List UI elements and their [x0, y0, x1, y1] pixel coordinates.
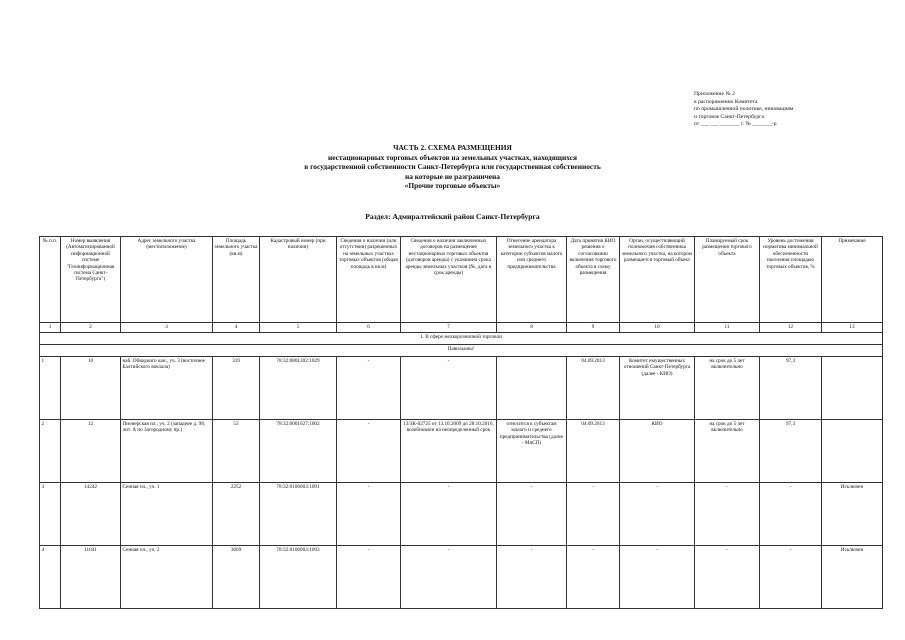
table-cell: КИО: [620, 420, 695, 483]
table-cell: Пионерская пл., уч. 2 (западнее д. 98, лит. А по Загородному пр.): [121, 420, 213, 483]
table-cell: 97,3: [760, 420, 822, 483]
column-header: Сведения о наличии заключенных договоров на размещение нестационарных торговых объектов (договоров аренды) с указанием срока аренды земельных участков (№, дата и срок аренды): [401, 237, 497, 323]
table-cell: Сенная пл., уч. 1: [121, 483, 213, 546]
heading-part: ЧАСТЬ 2. СХЕМА РАЗМЕЩЕНИЯ: [393, 143, 512, 152]
object-type-row: [40, 345, 883, 357]
appendix-line: и торговле Санкт-Петербурга: [694, 113, 764, 120]
table-cell: 11041: [61, 546, 121, 609]
object-type-heading: Павильоны¹: [40, 345, 883, 357]
table-cell: на срок до 5 лет включительно: [695, 420, 760, 483]
column-header: Адрес земельного участка (местоположение): [121, 237, 213, 323]
document-heading: [0, 143, 905, 191]
table-cell: -: [337, 483, 401, 546]
column-header: Сведения о наличии (или отсутствии) разрешенных на земельных участках торговых объектов (общая площадь в кв.м): [337, 237, 401, 323]
table-cell: Комитет имущественных отношений Санкт-Петербурга (далее - КИО): [620, 357, 695, 420]
column-header: Дата принятия КИО решения о согласовании включения торгового объекта в схему размещения: [567, 237, 620, 323]
table-cell: -: [760, 483, 822, 546]
column-number: 8: [497, 323, 567, 333]
table-cell: 319: [213, 357, 260, 420]
table-cell: 04.09.2013: [567, 357, 620, 420]
table-cell: -: [401, 357, 497, 420]
table-row: [40, 546, 883, 609]
column-number: 12: [760, 323, 822, 333]
table-cell: [822, 420, 883, 483]
table-cell: [822, 357, 883, 420]
column-number: 3: [121, 323, 213, 333]
table-cell: 13/ЗК-02725 от 13.10.2009 до 28.10.2016, возобновлен на неопределенный срок: [401, 420, 497, 483]
table-cell: 2: [40, 420, 61, 483]
table-cell: Исключен: [822, 483, 883, 546]
appendix-line: Приложение № 2: [694, 91, 735, 97]
table-cell: -: [567, 483, 620, 546]
table-cell: -: [337, 420, 401, 483]
table-cell: -: [337, 546, 401, 609]
table-cell: 53: [213, 420, 260, 483]
table-cell: -: [620, 483, 695, 546]
category-heading: 1. В сфере мелкорозничной торговли: [40, 333, 883, 345]
table-cell: 78:32:0106003:1093: [260, 546, 337, 609]
appendix-block: [694, 91, 884, 129]
table-cell: -: [401, 546, 497, 609]
table-cell: 97,3: [760, 357, 822, 420]
table-cell: -: [337, 357, 401, 420]
column-header: Кадастровый номер (при наличии): [260, 237, 337, 323]
table-cell: 78:32:0001627:1002: [260, 420, 337, 483]
table-cell: 04.09.2013: [567, 420, 620, 483]
header-row: [40, 237, 883, 323]
table-cell: -: [620, 546, 695, 609]
table-cell: 3669: [213, 546, 260, 609]
table-cell: 10: [61, 357, 121, 420]
appendix-line: по промышленной политике, инновациям: [694, 106, 794, 113]
column-number-row: [40, 323, 883, 333]
table-cell: на срок до 5 лет включительно: [695, 357, 760, 420]
category-heading-row: [40, 333, 883, 345]
table-cell: 1: [40, 357, 61, 420]
table-cell: 2252: [213, 483, 260, 546]
column-header: Орган, осуществляющий полномочия собственника земельного участка, на котором размещается торговый объект: [620, 237, 695, 323]
column-header: Отнесение арендатора земельного участка к категории субъектов малого или среднего предпринимательства: [497, 237, 567, 323]
heading-line: «Прочие торговые объекты»: [404, 181, 501, 191]
column-number: 5: [260, 323, 337, 333]
table-cell: Исключен: [822, 546, 883, 609]
column-number: 13: [822, 323, 883, 333]
table-row: [40, 420, 883, 483]
table-cell: Сенная пл., уч. 2: [121, 546, 213, 609]
column-header: Планируемый срок размещения торгового объекта: [695, 237, 760, 323]
table-cell: -: [497, 546, 567, 609]
column-number: 2: [61, 323, 121, 333]
table-cell: наб. Обводного кан., уч. 3 (восточнее Балтийского вокзала): [121, 357, 213, 420]
section-title: Раздел: Адмиралтейский район Санкт-Петербурга: [365, 212, 540, 221]
column-header: № п.п.: [40, 237, 61, 323]
column-number: 9: [567, 323, 620, 333]
column-header: Номер выявления (Автоматизированной информационной системе "Геоинформационная система Санкт-Петербурга"): [61, 237, 121, 323]
table-cell: [497, 357, 567, 420]
table-cell: -: [695, 483, 760, 546]
heading-line: в государственной собственности Санкт-Петербурга или государственная собственность: [304, 162, 601, 172]
table-cell: -: [695, 546, 760, 609]
table-cell: -: [760, 546, 822, 609]
column-number: 11: [695, 323, 760, 333]
table-cell: относится к субъектам малого и среднего предпринимательства (далее - МиСП): [497, 420, 567, 483]
column-number: 6: [337, 323, 401, 333]
table-cell: -: [567, 546, 620, 609]
placement-table: [39, 236, 883, 609]
column-header: Уровень достижения норматива минимальной обеспеченности населения площадью торговых объектов, %: [760, 237, 822, 323]
table-cell: 3: [40, 483, 61, 546]
column-header: Примечание: [822, 237, 883, 323]
table-cell: 4: [40, 546, 61, 609]
heading-line: на которые не разграничена: [404, 171, 501, 181]
table-cell: -: [401, 483, 497, 546]
table-cell: 14242: [61, 483, 121, 546]
column-number: 10: [620, 323, 695, 333]
column-header: Площадь земельного участка (кв.м): [213, 237, 260, 323]
table-cell: 78:32:0801202:1029: [260, 357, 337, 420]
appendix-line: к распоряжению Комитета: [694, 98, 758, 105]
table-row: [40, 357, 883, 420]
column-number: 7: [401, 323, 497, 333]
table-cell: 78:32:0106003:1091: [260, 483, 337, 546]
table-cell: -: [497, 483, 567, 546]
table-cell: 12: [61, 420, 121, 483]
heading-line: нестационарных торговых объектов на земельных участках, находящихся: [328, 152, 577, 162]
column-number: 1: [40, 323, 61, 333]
appendix-line: от ___ ___ _______ г. № _______-р: [694, 121, 777, 128]
table-row: [40, 483, 883, 546]
column-number: 4: [213, 323, 260, 333]
